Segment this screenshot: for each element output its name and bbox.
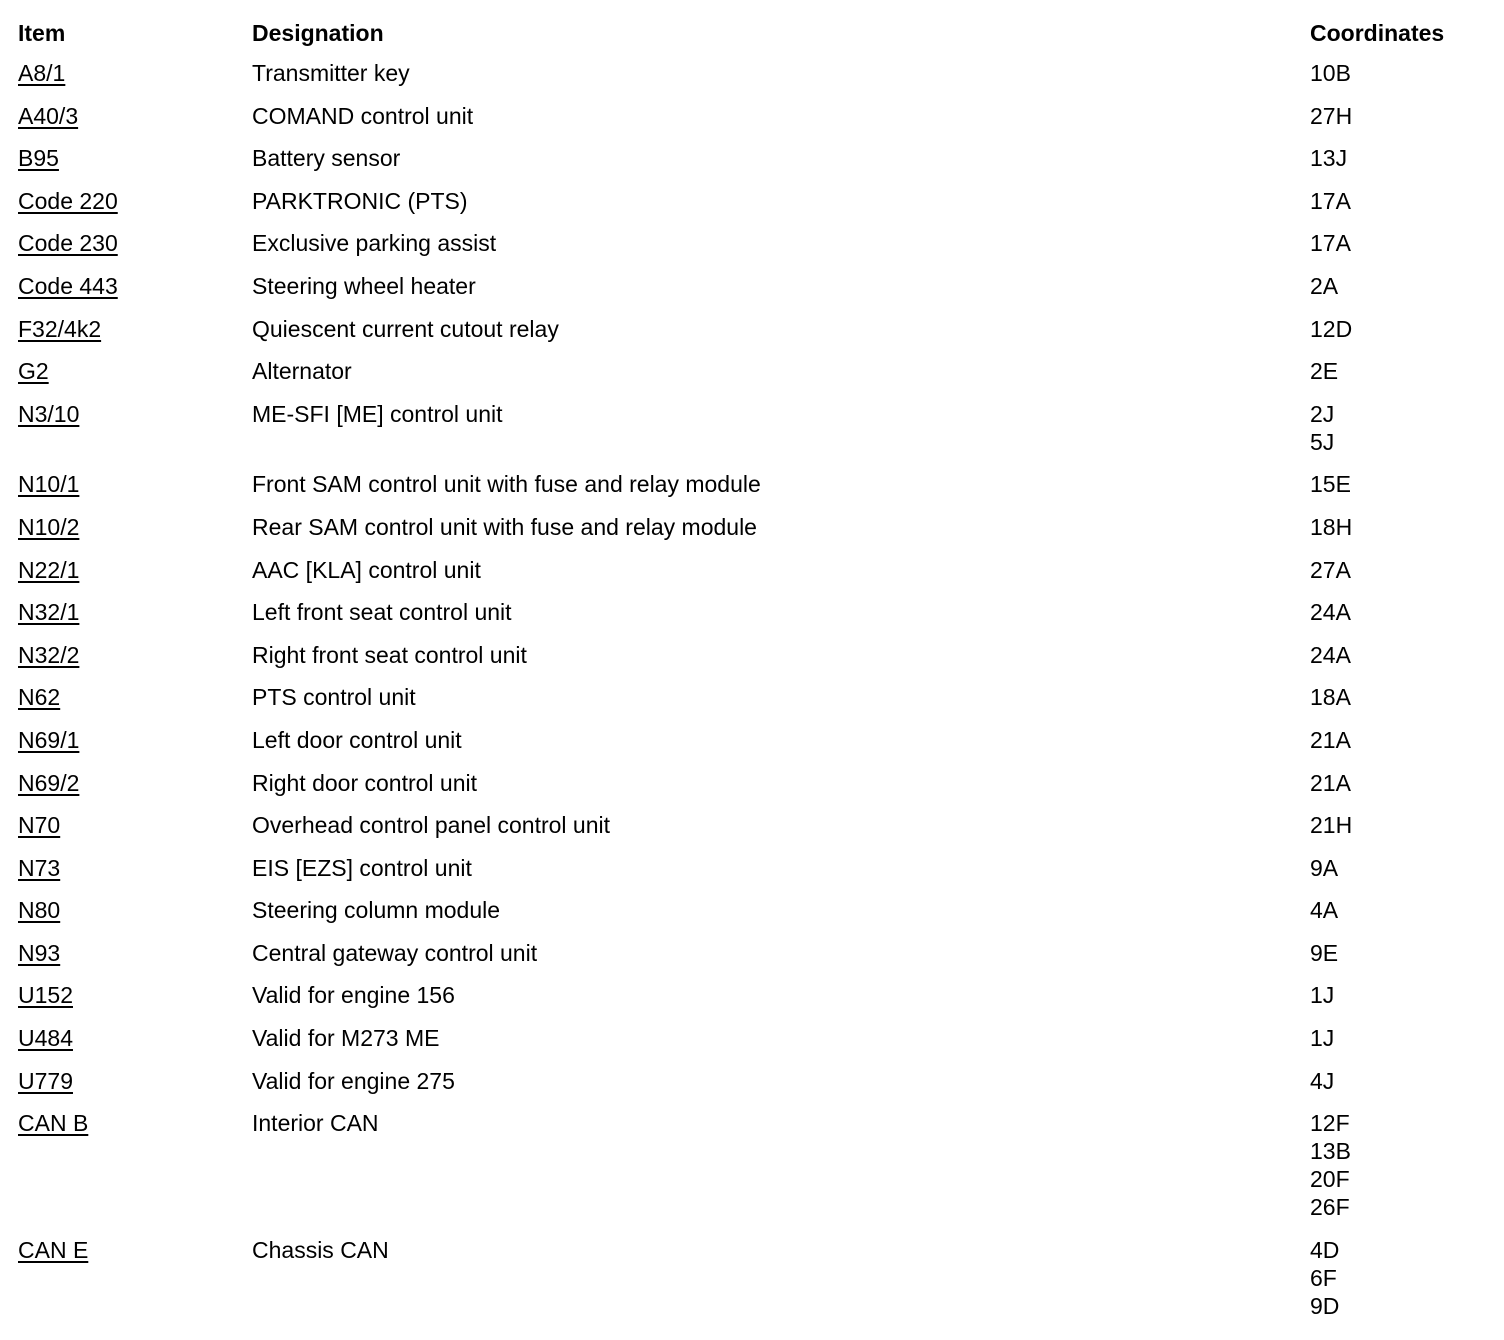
- table-row: [18, 769, 1488, 812]
- designation-cell: Overhead control panel control unit: [252, 812, 610, 839]
- table-row: [18, 59, 1488, 102]
- item-cell: [18, 102, 252, 145]
- coordinate-value: 9A: [1310, 854, 1339, 881]
- designation-cell: ME-SFI [ME] control unit: [252, 400, 503, 427]
- coordinates-cell: [1310, 981, 1488, 1024]
- coordinates-cell: [1310, 556, 1488, 599]
- item-link[interactable]: N32/2: [18, 641, 80, 668]
- header-row: [18, 17, 1488, 59]
- item-link[interactable]: N3/10: [18, 400, 80, 427]
- coordinate-value: 24A: [1310, 641, 1351, 668]
- item-link[interactable]: N22/1: [18, 556, 80, 583]
- table-row: [18, 854, 1488, 897]
- coordinate-value: 26F: [1310, 1194, 1350, 1221]
- item-link[interactable]: N73: [18, 854, 61, 881]
- table-row: [18, 272, 1488, 315]
- coordinate-value: 9E: [1310, 939, 1339, 966]
- coordinate-value: 15E: [1310, 471, 1351, 498]
- designation-cell: Interior CAN: [252, 1110, 379, 1137]
- table-row: [18, 811, 1488, 854]
- item-cell: [18, 939, 252, 982]
- coordinates-cell: [1310, 1067, 1488, 1110]
- coordinate-value: 21H: [1310, 812, 1353, 839]
- coordinate-value: 13B: [1310, 1138, 1351, 1165]
- coordinate-value: 4A: [1310, 897, 1339, 924]
- coordinates-cell: [1310, 144, 1488, 187]
- designation-cell: Front SAM control unit with fuse and relay module: [252, 471, 761, 498]
- item-cell: [18, 229, 252, 272]
- item-link[interactable]: Code 230: [18, 230, 118, 257]
- item-link[interactable]: N70: [18, 812, 61, 839]
- designation-cell: Quiescent current cutout relay: [252, 315, 559, 342]
- coordinates-cell: [1310, 470, 1488, 513]
- coordinate-value: 10B: [1310, 60, 1351, 86]
- table-row: [18, 400, 1488, 471]
- item-link[interactable]: Code 220: [18, 187, 118, 214]
- coordinate-value: 2J: [1310, 400, 1335, 427]
- coordinates-cell: [1310, 726, 1488, 769]
- designation-cell: PARKTRONIC (PTS): [252, 187, 468, 214]
- designation-cell: Rear SAM control unit with fuse and relay module: [252, 513, 757, 540]
- legend-sheet: [18, 17, 1488, 1334]
- item-cell: [18, 144, 252, 187]
- designation-cell: Chassis CAN: [252, 1236, 389, 1263]
- item-link[interactable]: N93: [18, 939, 61, 966]
- item-cell: [18, 1067, 252, 1110]
- table-row: [18, 726, 1488, 769]
- coordinates-cell: [1310, 683, 1488, 726]
- item-link[interactable]: B95: [18, 145, 59, 172]
- item-cell: [18, 315, 252, 358]
- coordinates-cell: [1310, 896, 1488, 939]
- item-cell: [18, 896, 252, 939]
- designation-cell: Right door control unit: [252, 769, 478, 796]
- header-designation: Designation: [252, 20, 384, 46]
- item-cell: [18, 1024, 252, 1067]
- table-row: [18, 981, 1488, 1024]
- table-row: [18, 144, 1488, 187]
- item-cell: [18, 769, 252, 812]
- item-cell: [18, 272, 252, 315]
- item-link[interactable]: N80: [18, 897, 61, 924]
- table-row: [18, 470, 1488, 513]
- item-link[interactable]: CAN E: [18, 1236, 89, 1263]
- table-row: [18, 556, 1488, 599]
- coordinate-value: 27H: [1310, 102, 1353, 129]
- designation-cell: EIS [EZS] control unit: [252, 854, 472, 881]
- item-link[interactable]: N10/2: [18, 513, 80, 540]
- item-link[interactable]: Code 443: [18, 272, 118, 299]
- legend-table: [18, 17, 1488, 1334]
- coordinate-value: 17A: [1310, 187, 1351, 214]
- item-cell: [18, 59, 252, 102]
- coordinates-cell: [1310, 598, 1488, 641]
- designation-cell: Battery sensor: [252, 145, 401, 172]
- item-cell: [18, 683, 252, 726]
- item-link[interactable]: F32/4k2: [18, 315, 102, 342]
- coordinate-value: 4D: [1310, 1236, 1340, 1263]
- designation-cell: Right front seat control unit: [252, 641, 527, 668]
- item-link[interactable]: N62: [18, 684, 61, 711]
- table-row: [18, 102, 1488, 145]
- table-row: [18, 229, 1488, 272]
- table-row: [18, 641, 1488, 684]
- table-row: [18, 683, 1488, 726]
- item-link[interactable]: U779: [18, 1067, 73, 1094]
- coordinate-value: 12F: [1310, 1110, 1350, 1137]
- designation-cell: PTS control unit: [252, 684, 416, 711]
- item-cell: [18, 470, 252, 513]
- item-cell: [18, 641, 252, 684]
- coordinate-value: 2A: [1310, 272, 1339, 299]
- designation-cell: COMAND control unit: [252, 102, 474, 129]
- coordinates-cell: [1310, 315, 1488, 358]
- item-cell: [18, 1109, 252, 1236]
- item-cell: [18, 357, 252, 400]
- item-link[interactable]: N69/1: [18, 726, 80, 753]
- coordinates-cell: [1310, 854, 1488, 897]
- designation-cell: Steering column module: [252, 897, 501, 924]
- item-cell: [18, 726, 252, 769]
- table-row: [18, 1024, 1488, 1067]
- coordinates-cell: [1310, 272, 1488, 315]
- coordinate-value: 5J: [1310, 428, 1335, 455]
- designation-cell: Central gateway control unit: [252, 939, 538, 966]
- coordinate-value: 18A: [1310, 684, 1351, 711]
- item-cell: [18, 854, 252, 897]
- table-row: [18, 939, 1488, 982]
- coordinates-cell: [1310, 102, 1488, 145]
- table-row: [18, 513, 1488, 556]
- coordinates-cell: [1310, 939, 1488, 982]
- item-link[interactable]: U484: [18, 1025, 73, 1052]
- coordinate-value: 13J: [1310, 145, 1348, 172]
- designation-cell: Valid for M273 ME: [252, 1025, 440, 1052]
- designation-cell: Left front seat control unit: [252, 599, 512, 626]
- table-row: [18, 187, 1488, 230]
- designation-cell: Left door control unit: [252, 726, 462, 753]
- coordinate-value: 12D: [1310, 315, 1353, 342]
- designation-cell: Alternator: [252, 358, 352, 385]
- coordinates-cell: [1310, 513, 1488, 556]
- coordinates-cell: [1310, 229, 1488, 272]
- coordinates-cell: [1310, 811, 1488, 854]
- coordinates-cell: [1310, 1109, 1488, 1236]
- coordinate-value: 17A: [1310, 230, 1351, 257]
- coordinates-cell: [1310, 1236, 1488, 1335]
- table-row: [18, 357, 1488, 400]
- item-cell: [18, 1236, 252, 1335]
- table-row: [18, 598, 1488, 641]
- item-cell: [18, 556, 252, 599]
- table-row: [18, 1109, 1488, 1236]
- coordinates-cell: [1310, 59, 1488, 102]
- coordinates-cell: [1310, 187, 1488, 230]
- item-cell: [18, 598, 252, 641]
- coordinate-value: 21A: [1310, 769, 1351, 796]
- coordinate-value: 4J: [1310, 1067, 1335, 1094]
- item-link[interactable]: U152: [18, 982, 73, 1009]
- coordinates-cell: [1310, 1024, 1488, 1067]
- legend-body: [18, 59, 1488, 1334]
- item-link[interactable]: N10/1: [18, 471, 80, 498]
- designation-cell: Steering wheel heater: [252, 272, 476, 299]
- item-cell: [18, 811, 252, 854]
- header-coordinates: Coordinates: [1310, 20, 1445, 46]
- item-link[interactable]: A8/1: [18, 60, 66, 86]
- designation-cell: Valid for engine 275: [252, 1067, 455, 1094]
- coordinates-cell: [1310, 357, 1488, 400]
- coordinate-value: 9D: [1310, 1292, 1340, 1319]
- item-link[interactable]: G2: [18, 358, 49, 385]
- coordinate-value: 24A: [1310, 599, 1351, 626]
- header-item: Item: [18, 20, 66, 46]
- item-cell: [18, 513, 252, 556]
- designation-cell: Exclusive parking assist: [252, 230, 497, 257]
- coordinates-cell: [1310, 400, 1488, 471]
- designation-cell: Transmitter key: [252, 60, 410, 86]
- item-cell: [18, 400, 252, 471]
- table-row: [18, 315, 1488, 358]
- coordinate-value: 20F: [1310, 1166, 1350, 1193]
- item-cell: [18, 187, 252, 230]
- coordinates-cell: [1310, 769, 1488, 812]
- table-row: [18, 896, 1488, 939]
- table-row: [18, 1236, 1488, 1335]
- item-link[interactable]: N69/2: [18, 769, 80, 796]
- item-link[interactable]: A40/3: [18, 102, 79, 129]
- item-link[interactable]: CAN B: [18, 1110, 89, 1137]
- coordinate-value: 2E: [1310, 358, 1339, 385]
- coordinate-value: 6F: [1310, 1264, 1337, 1291]
- designation-cell: Valid for engine 156: [252, 982, 455, 1009]
- table-row: [18, 1067, 1488, 1110]
- item-link[interactable]: N32/1: [18, 599, 80, 626]
- coordinate-value: 1J: [1310, 982, 1335, 1009]
- coordinate-value: 18H: [1310, 513, 1353, 540]
- coordinate-value: 1J: [1310, 1025, 1335, 1052]
- coordinate-value: 27A: [1310, 556, 1351, 583]
- coordinates-cell: [1310, 641, 1488, 684]
- item-cell: [18, 981, 252, 1024]
- designation-cell: AAC [KLA] control unit: [252, 556, 481, 583]
- coordinate-value: 21A: [1310, 726, 1351, 753]
